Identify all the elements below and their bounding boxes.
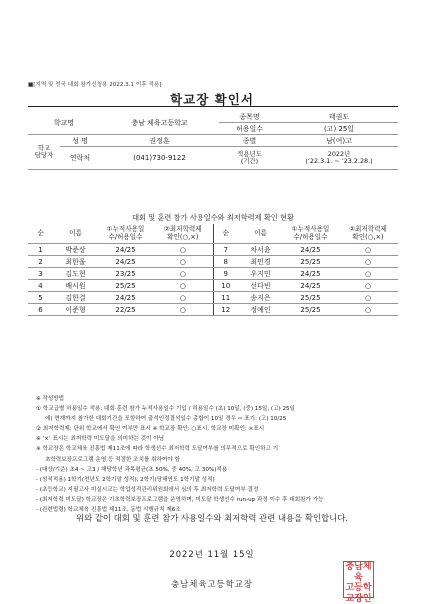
used-days: 25/25 — [283, 256, 338, 268]
used-days: 24/25 — [283, 280, 338, 292]
student-name: 배시원 — [53, 280, 98, 292]
instruction-line: ※ ‘×’ 표시는 최저학력 미도달을 의미하는 것이 아님 — [36, 434, 408, 444]
contact-group-label-1: 학교 — [38, 144, 50, 152]
used-days: 24/25 — [98, 292, 153, 304]
period-value-text: (‘22.3.1. ~ ’23.2.28.) — [305, 157, 372, 165]
school-value: 충남 체육고등학교 — [100, 111, 219, 135]
seal-text-line: 고등학 — [344, 583, 373, 594]
min-grade-check: ○ — [153, 292, 213, 304]
student-name: 김도현 — [53, 268, 98, 280]
table-row — [28, 292, 398, 304]
instruction-line: - (초등학교) 지필고사 미실시교는 학업성적관리위원회에서 심의 후 최저학력 도달여부 결정 — [36, 485, 408, 495]
used-days: 25/25 — [98, 280, 153, 292]
used-days: 25/25 — [283, 304, 338, 316]
used-days: 23/25 — [98, 268, 153, 280]
header-check-line-1: ②최저학력제 — [164, 225, 202, 233]
table-row — [28, 268, 398, 280]
year-label — [219, 147, 280, 170]
row-no: 10 — [213, 280, 238, 292]
info-row-name — [28, 135, 398, 147]
header-name: 이름 — [53, 224, 98, 244]
header-used-2 — [283, 224, 338, 244]
min-grade-check: ○ — [153, 256, 213, 268]
table-row — [28, 304, 398, 316]
allowed-days-value: (고) 25일 — [280, 123, 398, 135]
header-used-line-2: 수/허용일수 — [108, 233, 142, 241]
row-no: 3 — [28, 268, 53, 280]
min-grade-check: ○ — [338, 244, 398, 256]
participants-table — [28, 224, 398, 316]
student-name: 정예인 — [238, 304, 283, 316]
participants-header-row — [28, 224, 398, 244]
min-grade-check: ○ — [153, 244, 213, 256]
event-value: 태권도 — [280, 111, 398, 123]
signer-name: 충남체육고등학교장 — [0, 578, 424, 590]
phone-label: 연락처 — [60, 147, 100, 170]
application-tag: ■[지역 및 전국 대회 참가신청용 2022.3.1 이후 적용] — [28, 80, 161, 88]
table-row — [28, 280, 398, 292]
period-label-text: (기간) — [241, 157, 258, 165]
table-row — [28, 244, 398, 256]
student-name: 최민경 — [238, 256, 283, 268]
used-days: 24/25 — [283, 244, 338, 256]
used-days: 24/25 — [283, 268, 338, 280]
row-no: 12 — [213, 304, 238, 316]
year-label-text: 적용년도 — [237, 150, 262, 158]
min-grade-check: ○ — [153, 304, 213, 316]
header-check-2-line-1: ②최저학력제 — [349, 225, 387, 233]
min-grade-check: ○ — [153, 268, 213, 280]
header-used-2-line-1: ①누적사용일 — [292, 225, 330, 233]
instruction-line: ② 최저학력제: 단위 학교에서 확인 여부만 표시 ※ 학교장 확인: ○표시, 학교장 미확인: ×표시 — [36, 424, 408, 434]
info-row-school — [28, 111, 398, 123]
school-seal — [343, 561, 374, 598]
instruction-line: - (성적적용) 1학기(전년도 2학기말 성적), 2학기(당해연도 1학기말 성적) — [36, 475, 408, 485]
instruction-line: - (대상/기준) 초4 ~ 고3 / 해당학년 과목평균(초 50%, 중 40%, 고 30%)적용 — [36, 465, 408, 475]
row-no: 2 — [28, 256, 53, 268]
student-name: 최한울 — [53, 256, 98, 268]
instructions — [36, 394, 408, 515]
name-value: 권정훈 — [100, 135, 219, 147]
page-title: 학교장 확인서 — [0, 90, 424, 108]
row-no: 7 — [213, 244, 238, 256]
header-used — [98, 224, 153, 244]
row-no: 11 — [213, 292, 238, 304]
name-label: 성 명 — [60, 135, 100, 147]
header-name-2: 이름 — [238, 224, 283, 244]
row-no: 9 — [213, 268, 238, 280]
used-days: 24/25 — [98, 244, 153, 256]
student-name: 이준형 — [53, 304, 98, 316]
student-name: 박준상 — [53, 244, 98, 256]
instruction-line: - (최저학력 미도달) 학교장은 기초학력보장프로그램을 운영하며, 미도달 학생선수 run-up 과정 이수 후 대회참가 가능 — [36, 495, 408, 505]
header-check-2 — [338, 224, 398, 244]
row-no: 8 — [213, 256, 238, 268]
header-check — [153, 224, 213, 244]
student-name: 차서윤 — [238, 244, 283, 256]
contact-group-label — [28, 135, 60, 170]
student-name: 송지은 — [238, 292, 283, 304]
event-label: 종목명 — [219, 111, 280, 123]
allowed-days-label: 허용일수 — [219, 123, 280, 135]
student-name: 김한결 — [53, 292, 98, 304]
table-row — [28, 256, 398, 268]
seal-text-line: 충남체육 — [344, 562, 373, 583]
instruction-line: ① 학교급별 허용일수 적용: 대회·훈련 참가 누적사용일수 기입 / 허용일수 (초) 10일, (중) 15일, (고) 25일 — [36, 404, 408, 414]
student-name: 선다빈 — [238, 280, 283, 292]
instruction-line: 초학력보장프로그램 운영 등 적절한 조치를 취하여야 함 — [36, 455, 408, 465]
header-used-line-1: ①누적사용일 — [107, 225, 145, 233]
row-no: 6 — [28, 304, 53, 316]
info-row-phone — [28, 147, 398, 170]
header-check-line-2: 확인(○,×) — [167, 233, 198, 241]
used-days: 22/25 — [98, 304, 153, 316]
title-divider — [28, 106, 398, 107]
participants-caption: 대회 및 훈련 참가 사용일수와 최저학력제 확인 현황 — [28, 213, 398, 223]
instruction-line: ※ 작성방법 — [36, 394, 408, 404]
student-name: 우지민 — [238, 268, 283, 280]
instruction-line: - (관련법령) 학교체육 진흥법 제11조, 동법 시행규칙 제6조 — [36, 505, 408, 515]
instruction-line: 에) 현재까지 참가한 대회기간을 포함하여 출석인정결석일수 총합이 10일 경우 ⇨ 표기: (고) 10/25 — [36, 414, 408, 424]
year-value-text: 2022년 — [328, 150, 350, 158]
row-no: 5 — [28, 292, 53, 304]
phone-value: (041)730-9122 — [100, 147, 219, 170]
school-label: 학교명 — [28, 111, 100, 135]
row-no: 4 — [28, 280, 53, 292]
header-check-2-line-2: 확인(○,×) — [352, 233, 383, 241]
year-value — [280, 147, 398, 170]
participant-rows — [28, 244, 398, 316]
row-no: 1 — [28, 244, 53, 256]
min-grade-check: ○ — [153, 280, 213, 292]
header-used-2-line-2: 수/허용일수 — [293, 233, 327, 241]
min-grade-check: ○ — [338, 292, 398, 304]
min-grade-check: ○ — [338, 280, 398, 292]
type-value: 남(여)고 — [280, 135, 398, 147]
used-days: 25/25 — [283, 292, 338, 304]
type-label: 종별 — [219, 135, 280, 147]
school-info-table — [28, 111, 398, 170]
issue-date: 2022년 11월 15일 — [0, 548, 424, 560]
seal-text-line: 교장인 — [344, 594, 373, 604]
instruction-line: ※ 학교장은 학교체육 진흥법 제11조에 따라 학생선수 최저학력 도달여부를 의무적으로 확인하고 기 — [36, 444, 408, 454]
confirmation-statement: 위와 같이 대회 및 훈련 참가 사용일수와 최저학력 관련 내용을 확인합니다. — [0, 512, 424, 524]
contact-group-label-2: 담당자 — [35, 151, 54, 159]
min-grade-check: ○ — [338, 268, 398, 280]
min-grade-check: ○ — [338, 304, 398, 316]
used-days: 24/25 — [98, 256, 153, 268]
min-grade-check: ○ — [338, 256, 398, 268]
header-no: 순 — [28, 224, 53, 244]
header-no-2: 순 — [213, 224, 238, 244]
